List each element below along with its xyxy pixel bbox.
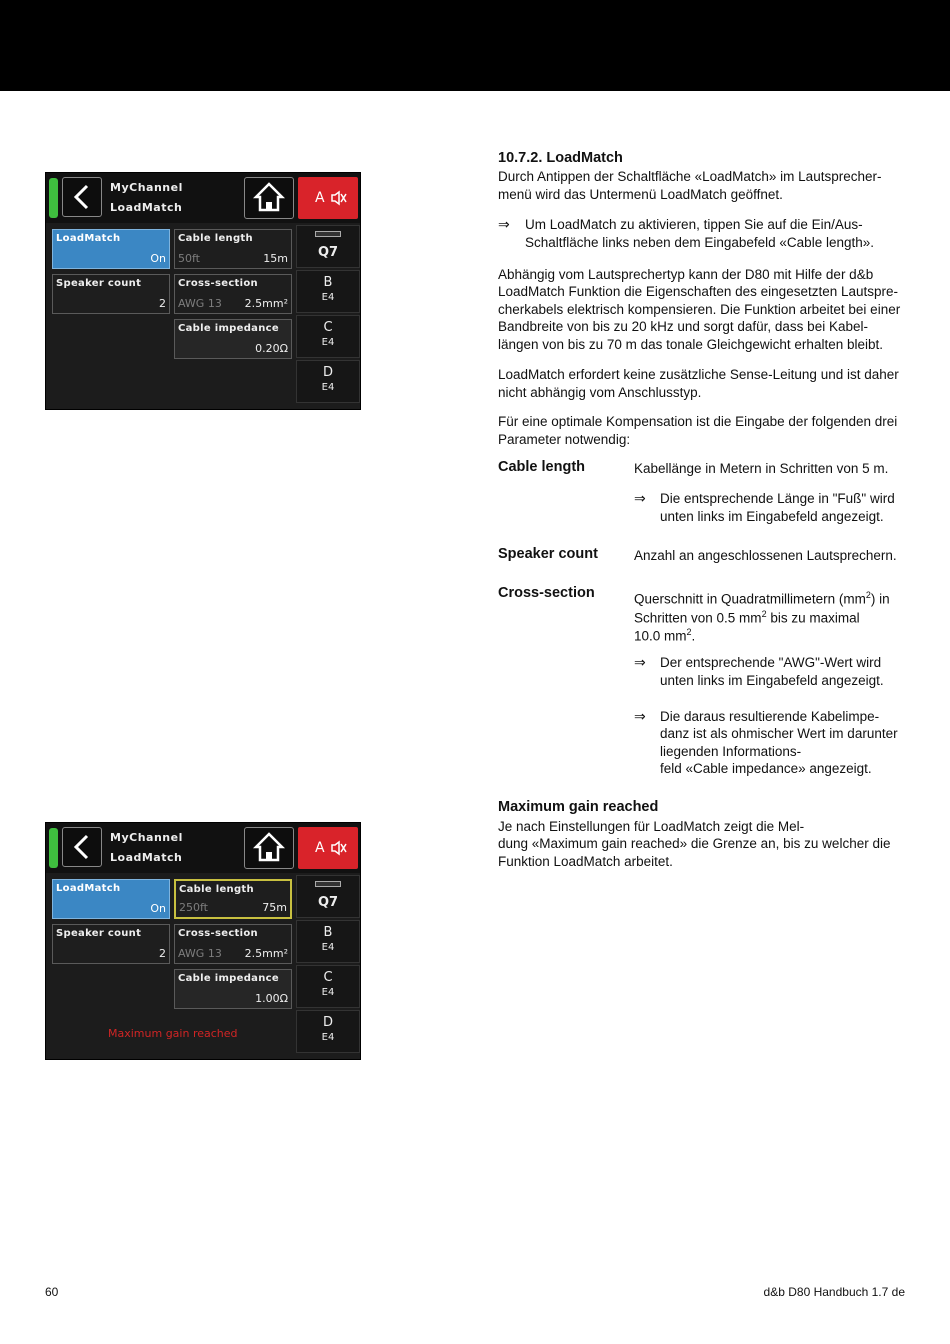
screen-subtitle: LoadMatch [110, 201, 183, 214]
def-cross-line-3: 10.0 $mm^2$. [634, 627, 696, 644]
home-icon [245, 828, 293, 868]
speaker-count-value: 2 [159, 297, 166, 310]
chevron-left-icon [63, 828, 101, 866]
channel-c-button[interactable] [296, 315, 360, 358]
para3-line-2: Parameter notwendig: [498, 432, 631, 447]
step-line-1: Um LoadMatch zu aktivieren, tippen Sie auf die Ein/Aus- [525, 217, 863, 232]
def-cross-note2-line-1: Die daraus resultierende Kabelimpe- [660, 709, 880, 724]
level-bar [315, 231, 341, 237]
loadmatch-toggle[interactable] [52, 229, 170, 269]
cable-length-feet: 50ft [178, 252, 200, 265]
screen-header [46, 173, 360, 223]
arrow-right-icon: ⇒ [498, 216, 510, 232]
channel-b-sub: E4 [321, 942, 335, 953]
channel-a-label: A [315, 840, 325, 856]
channel-a-button[interactable] [298, 177, 358, 219]
def-cross-note2-line-3: liegenden Informations- [660, 744, 802, 759]
channel-a-button[interactable] [298, 827, 358, 869]
max-gain-heading: Maximum gain reached [498, 799, 659, 815]
def-cable-length-label: Cable length [498, 459, 586, 475]
home-icon [245, 178, 293, 218]
screen-header [46, 823, 360, 873]
channel-d-label: D [322, 365, 333, 380]
channel-c-sub: E4 [321, 987, 335, 998]
page-number: 60 [45, 1285, 59, 1299]
speaker-count-label: Speaker count [56, 928, 142, 939]
loadmatch-label: LoadMatch [56, 233, 121, 244]
screen-title: MyChannel [110, 181, 183, 194]
cross-section-label: Cross-section [178, 928, 258, 939]
channel-c-label: C [323, 970, 333, 985]
status-led [49, 828, 58, 868]
cross-section-value: 2.5mm² [244, 297, 288, 310]
cross-section-value: 2.5mm² [244, 947, 288, 960]
arrow-right-icon: ⇒ [634, 708, 646, 724]
speaker-count-field[interactable] [52, 924, 170, 964]
status-led [49, 178, 58, 218]
chevron-left-icon [63, 178, 101, 216]
cable-impedance-value: 0.20Ω [255, 342, 288, 355]
channel-d-sub: E4 [321, 382, 335, 393]
cable-impedance-label: Cable impedance [178, 323, 279, 334]
def-cable-note-2: unten links im Eingabefeld angezeigt. [660, 509, 884, 524]
channel-b-button[interactable] [296, 920, 360, 963]
speaker-type-label: Q7 [317, 895, 339, 910]
back-button[interactable] [62, 827, 102, 867]
def-cross-note1-line-1: Der entsprechende "AWG"-Wert wird [660, 655, 882, 670]
def-cross-note2-line-2: danz ist als ohmischer Wert im darunter [660, 726, 898, 741]
max-gain-line-2: dung «Maximum gain reached» die Grenze an, bis zu welcher die [498, 836, 891, 851]
cross-section-label: Cross-section [178, 278, 258, 289]
max-gain-line-3: Funktion LoadMatch arbeitet. [498, 854, 673, 869]
top-header-bar [0, 0, 950, 91]
cable-length-label: Cable length [178, 233, 253, 244]
back-button[interactable] [62, 177, 102, 217]
speaker-count-field[interactable] [52, 274, 170, 314]
device-screen-max-gain [45, 822, 361, 1060]
loadmatch-label: LoadMatch [56, 883, 121, 894]
def-cross-note2-line-4: feld «Cable impedance» angezeigt. [660, 761, 872, 776]
section-heading: 10.7.2. LoadMatch [498, 150, 623, 166]
para2-line-1: LoadMatch erfordert keine zusätzliche Sense-Leitung und ist daher [498, 367, 899, 382]
channel-b-sub: E4 [321, 292, 335, 303]
cable-length-value: 75m [262, 901, 287, 914]
cable-impedance-info [174, 969, 292, 1009]
channel-b-button[interactable] [296, 270, 360, 313]
loadmatch-toggle[interactable] [52, 879, 170, 919]
mute-icon [331, 190, 347, 206]
para1-line-1: Abhängig vom Lautsprechertyp kann der D80 mit Hilfe der d&b [498, 267, 874, 282]
loadmatch-value: On [150, 902, 166, 915]
para1-line-5: längen von bis zu 70 m das tonale Gleichgewicht erhalten bleibt. [498, 337, 883, 352]
cable-length-value: 15m [263, 252, 288, 265]
cable-length-label: Cable length [179, 884, 254, 895]
home-button[interactable] [244, 177, 294, 219]
def-cross-line-2: Schritten von 0.5 $mm^2$ bis zu maximal [634, 609, 860, 626]
cable-impedance-info [174, 319, 292, 359]
arrow-right-icon: ⇒ [634, 490, 646, 506]
para3-line-1: Für eine optimale Kompensation ist die Eingabe der folgenden drei [498, 414, 898, 429]
channel-d-button[interactable] [296, 360, 360, 403]
intro-line-2: menü wird das Untermenü LoadMatch geöffnet. [498, 187, 783, 202]
cross-section-field[interactable] [174, 274, 292, 314]
def-cross-note1-line-2: unten links im Eingabefeld angezeigt. [660, 673, 884, 688]
cable-impedance-label: Cable impedance [178, 973, 279, 984]
def-speaker-count-text: Anzahl an angeschlossenen Lautsprechern. [634, 548, 897, 563]
device-screen-loadmatch [45, 172, 361, 410]
max-gain-warning: Maximum gain reached [108, 1027, 238, 1040]
def-cable-note-1: Die entsprechende Länge in "Fuß" wird [660, 491, 895, 506]
channel-b-label: B [323, 925, 333, 940]
para1-line-4: Bandbreite von bis zu 20 kHz und sorgt dafür, dass bei Kabel- [498, 319, 868, 334]
q7-speaker-button[interactable] [296, 875, 360, 918]
loadmatch-value: On [150, 252, 166, 265]
def-cross-line-1: Querschnitt in Quadratmillimetern $(mm^2)$ in [634, 590, 890, 607]
screen-subtitle: LoadMatch [110, 851, 183, 864]
cross-section-awg: AWG 13 [178, 947, 222, 960]
arrow-right-icon: ⇒ [634, 654, 646, 670]
speaker-count-value: 2 [159, 947, 166, 960]
para1-line-3: cherkabels elektrisch kompensieren. Die Funktion arbeitet bei einer [498, 302, 901, 317]
cable-length-field[interactable] [174, 229, 292, 269]
speaker-count-label: Speaker count [56, 278, 142, 289]
mute-icon [331, 840, 347, 856]
def-cable-length-text: Kabellänge in Metern in Schritten von 5 m. [634, 461, 889, 476]
level-bar [315, 881, 341, 887]
step-line-2: Schaltfläche links neben dem Eingabefeld «Cable length». [525, 235, 874, 250]
screen-title: MyChannel [110, 831, 183, 844]
speaker-type-label: Q7 [317, 245, 339, 260]
def-cross-section-label: Cross-section [498, 585, 595, 601]
document-title: d&b D80 Handbuch 1.7 de [763, 1285, 905, 1299]
channel-d-button[interactable] [296, 1010, 360, 1053]
channel-b-label: B [323, 275, 333, 290]
para1-line-2: LoadMatch Funktion die Eigenschaften des eingesetzten Lautspre- [498, 284, 899, 299]
cross-section-awg: AWG 13 [178, 297, 222, 310]
max-gain-line-1: Je nach Einstellungen für LoadMatch zeigt die Mel- [498, 819, 805, 834]
channel-d-label: D [322, 1015, 333, 1030]
channel-c-label: C [323, 320, 333, 335]
cable-length-feet: 250ft [179, 901, 208, 914]
channel-d-sub: E4 [321, 1032, 335, 1043]
home-button[interactable] [244, 827, 294, 869]
cable-impedance-value: 1.00Ω [255, 992, 288, 1005]
channel-a-label: A [315, 190, 325, 206]
q7-speaker-button[interactable] [296, 225, 360, 268]
def-speaker-count-label: Speaker count [498, 546, 598, 562]
channel-c-button[interactable] [296, 965, 360, 1008]
channel-c-sub: E4 [321, 337, 335, 348]
para2-line-2: nicht abhängig vom Anschlusstyp. [498, 385, 702, 400]
cross-section-field[interactable] [174, 924, 292, 964]
intro-line-1: Durch Antippen der Schaltfläche «LoadMatch» im Lautsprecher- [498, 169, 882, 184]
cable-length-field[interactable] [174, 879, 292, 919]
